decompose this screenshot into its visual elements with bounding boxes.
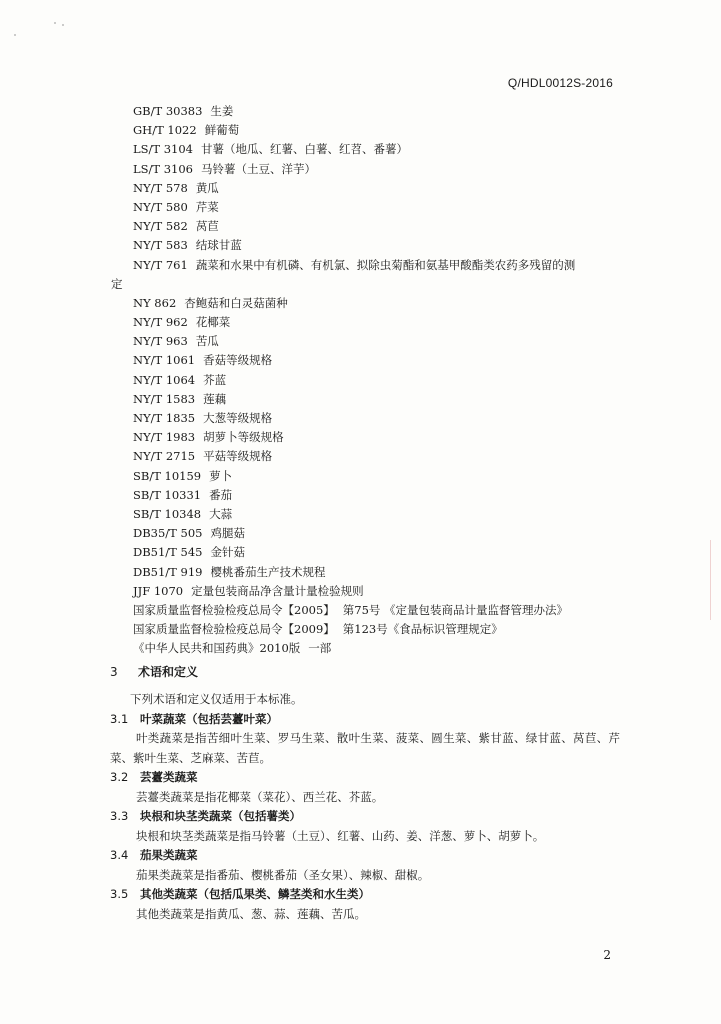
reference-code: 《中华人民共和国药典》2010版 xyxy=(133,641,301,656)
document-code: Q/HDL0012S-2016 xyxy=(507,76,613,90)
reference-title: 芥蓝 xyxy=(203,372,227,387)
reference-item xyxy=(133,620,633,639)
reference-code: NY/T 1061 xyxy=(133,353,196,368)
reference-title: 花椰菜 xyxy=(195,315,231,330)
section-intro: 下列术语和定义仅适用于本标准。 xyxy=(130,692,303,706)
term-title: 其他类蔬菜（包括瓜果类、鳞茎类和水生类） xyxy=(140,887,370,901)
reference-item xyxy=(133,543,633,562)
reference-code: GB/T 30383 xyxy=(133,104,203,118)
normative-references-list xyxy=(111,102,633,658)
reference-code: NY/T 1835 xyxy=(133,411,196,425)
reference-title: 甘薯（地瓜、红薯、白薯、红苕、番薯） xyxy=(200,142,408,157)
reference-title: 大蒜 xyxy=(209,506,233,521)
reference-item xyxy=(133,160,633,179)
reference-title: 大葱等级规格 xyxy=(203,411,273,425)
term-definition: 其他类蔬菜是指黄瓜、葱、蒜、莲藕、苦瓜。 xyxy=(136,906,366,921)
reference-item xyxy=(133,505,633,524)
reference-item xyxy=(133,313,633,332)
term-heading xyxy=(110,885,620,905)
reference-title: 鲜葡萄 xyxy=(204,123,240,138)
scan-speck xyxy=(54,22,56,24)
term-number: 3.5 xyxy=(110,887,129,901)
reference-code: JJF 1070 xyxy=(133,583,184,598)
reference-item xyxy=(133,486,633,505)
terms-and-definitions xyxy=(110,690,620,924)
reference-title: 第75号 《定量包装商品计量监督管理办法》 xyxy=(342,602,569,617)
term-heading xyxy=(110,807,620,827)
term-number: 3.4 xyxy=(110,848,129,862)
reference-code: DB35/T 505 xyxy=(133,526,203,541)
term-title: 芸薹类蔬菜 xyxy=(140,770,198,784)
reference-code: SB/T 10159 xyxy=(133,468,202,483)
reference-item xyxy=(133,524,633,543)
scan-speck xyxy=(14,34,16,36)
reference-code: NY/T 580 xyxy=(133,199,188,214)
reference-code: NY/T 761 xyxy=(133,257,188,272)
reference-title: 鸡腿菇 xyxy=(210,526,245,541)
reference-title: 金针菇 xyxy=(210,545,245,560)
reference-item xyxy=(133,371,633,390)
reference-item xyxy=(133,332,633,351)
reference-code: NY/T 962 xyxy=(133,315,188,330)
term-title: 叶菜蔬菜（包括芸薹叶菜） xyxy=(140,711,278,726)
reference-title: 香菇等级规格 xyxy=(203,353,273,368)
reference-code: NY/T 1983 xyxy=(133,430,196,445)
reference-code: NY/T 578 xyxy=(133,180,188,195)
seal-edge-mark xyxy=(710,540,721,620)
reference-item xyxy=(133,121,633,140)
term-heading xyxy=(110,768,620,788)
reference-title: 生姜 xyxy=(210,104,234,118)
reference-code: SB/T 10348 xyxy=(133,506,202,521)
reference-title: 番茄 xyxy=(209,487,233,502)
reference-title: 莴苣 xyxy=(195,219,219,234)
reference-item xyxy=(133,582,633,601)
section-heading xyxy=(110,663,198,680)
reference-code: LS/T 3106 xyxy=(133,161,193,176)
reference-title: 结球甘蓝 xyxy=(195,238,242,253)
reference-item xyxy=(133,217,633,236)
scan-speck xyxy=(62,24,64,26)
reference-code: NY/T 2715 xyxy=(133,449,196,464)
reference-code: NY/T 1583 xyxy=(133,391,196,406)
reference-title: 苦瓜 xyxy=(195,334,219,349)
reference-code: DB51/T 919 xyxy=(133,564,203,579)
reference-title-continuation: 定 xyxy=(111,276,123,291)
reference-item xyxy=(133,601,633,620)
reference-code: LS/T 3104 xyxy=(133,142,193,157)
reference-title: 黄瓜 xyxy=(195,180,219,195)
reference-item xyxy=(133,639,633,658)
term-title: 块根和块茎类蔬菜（包括薯类） xyxy=(140,809,301,823)
reference-title: 蔬菜和水果中有机磷、有机氯、拟除虫菊酯和氨基甲酸酯类农药多残留的测 xyxy=(195,257,576,272)
reference-code: 国家质量监督检验检疫总局令【2009】 xyxy=(133,622,335,637)
term-number: 3.1 xyxy=(110,711,129,726)
term-title: 茄果类蔬菜 xyxy=(140,848,198,862)
reference-item xyxy=(111,256,633,294)
reference-line xyxy=(133,256,633,275)
reference-title: 萝卜 xyxy=(209,468,233,483)
term-number: 3.2 xyxy=(110,770,129,784)
reference-item xyxy=(133,428,633,447)
reference-title: 定量包装商品净含量计量检验规则 xyxy=(191,583,364,598)
reference-code: 国家质量监督检验检疫总局令【2005】 xyxy=(133,602,335,617)
reference-item xyxy=(133,294,633,313)
reference-title: 第123号《食品标识管理规定》 xyxy=(342,622,503,637)
reference-item xyxy=(133,390,633,409)
reference-code: NY/T 1064 xyxy=(133,372,196,387)
reference-item xyxy=(133,563,633,582)
reference-code: NY/T 963 xyxy=(133,334,188,349)
reference-item xyxy=(133,102,633,121)
term-definition: 芸薹类蔬菜是指花椰菜（菜花）、西兰花、芥蓝。 xyxy=(136,789,384,804)
reference-item xyxy=(133,409,633,428)
reference-code: SB/T 10331 xyxy=(133,487,202,502)
section-title: 术语和定义 xyxy=(138,665,199,679)
reference-code: DB51/T 545 xyxy=(133,545,203,560)
reference-title: 一部 xyxy=(308,641,332,656)
term-number: 3.3 xyxy=(110,809,129,823)
page-number: 2 xyxy=(603,948,611,962)
term-definition: 块根和块茎类蔬菜是指马铃薯（土豆）、红薯、山药、姜、洋葱、萝卜、胡萝卜。 xyxy=(136,828,545,843)
reference-title: 马铃薯（土豆、洋芋） xyxy=(200,161,316,176)
reference-item xyxy=(133,179,633,198)
reference-item xyxy=(133,140,633,159)
reference-code: GH/T 1022 xyxy=(133,123,197,138)
reference-item xyxy=(133,351,633,370)
reference-title: 胡萝卜等级规格 xyxy=(203,430,284,445)
term-definition: 茄果类蔬菜是指番茄、樱桃番茄（圣女果）、辣椒、甜椒。 xyxy=(136,867,430,882)
reference-item xyxy=(133,467,633,486)
reference-title: 莲藕 xyxy=(203,391,227,406)
section-number: 3 xyxy=(110,665,118,679)
reference-code: NY/T 582 xyxy=(133,219,188,234)
reference-title: 樱桃番茄生产技术规程 xyxy=(210,564,326,579)
reference-item xyxy=(133,198,633,217)
reference-item xyxy=(133,236,633,255)
reference-title: 芹菜 xyxy=(195,199,219,214)
reference-code: NY/T 583 xyxy=(133,238,188,253)
term-heading xyxy=(110,710,620,730)
reference-code: NY 862 xyxy=(133,295,177,310)
reference-title: 平菇等级规格 xyxy=(203,449,273,464)
term-definition: 叶类蔬菜是指苦细叶生菜、罗马生菜、散叶生菜、菠菜、圆生菜、紫甘蓝、绿甘蓝、莴苣、芹菜、紫叶生菜、芝麻菜、苦苣。 xyxy=(110,731,620,765)
term-heading xyxy=(110,846,620,866)
reference-title: 杏鲍菇和白灵菇菌种 xyxy=(184,295,288,310)
reference-item xyxy=(133,447,633,466)
